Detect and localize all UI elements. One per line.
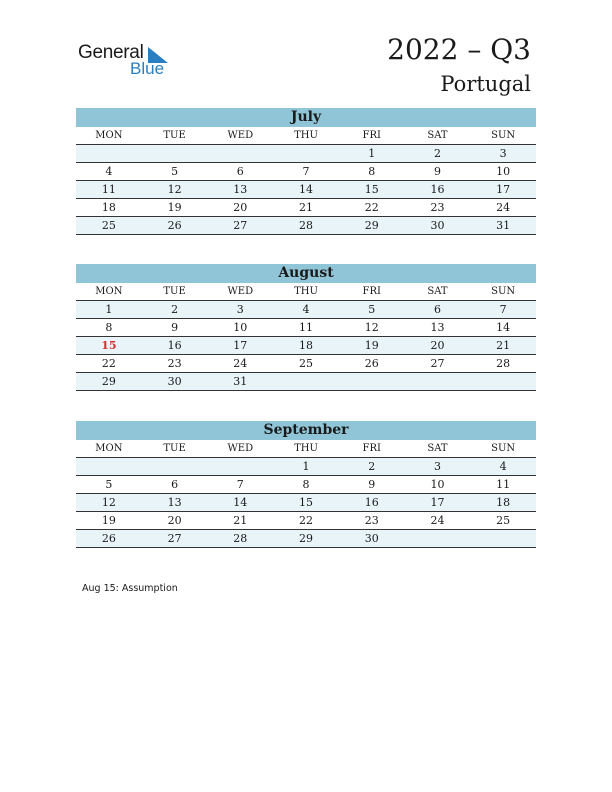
- day-cell: [273, 373, 339, 390]
- weekday-label: TUE: [163, 443, 186, 454]
- day-cell: 23: [364, 514, 379, 527]
- day-cell: 8: [105, 321, 113, 334]
- day-cell: [273, 145, 339, 162]
- day-cell: 15: [364, 183, 379, 196]
- weekday-label: MON: [95, 286, 123, 297]
- weekday-label: SAT: [427, 130, 448, 141]
- holiday-day-cell: 15: [101, 339, 117, 352]
- day-cell: 23: [430, 201, 445, 214]
- month-calendar-august: [76, 264, 536, 391]
- day-cell: 29: [364, 219, 379, 232]
- week-row: [76, 181, 536, 199]
- weekday-label: THU: [294, 286, 318, 297]
- week-row: [76, 163, 536, 181]
- day-cell: 25: [101, 219, 116, 232]
- week-row: [76, 494, 536, 512]
- country-name: Portugal: [440, 72, 531, 96]
- day-cell: 3: [499, 147, 507, 160]
- day-cell: 18: [299, 339, 314, 352]
- day-cell: 10: [430, 478, 445, 491]
- day-cell: 2: [171, 303, 179, 316]
- day-cell: 27: [430, 357, 445, 370]
- weekday-label: TUE: [163, 286, 186, 297]
- week-row: [76, 476, 536, 494]
- day-cell: 7: [236, 478, 244, 491]
- day-cell: [76, 145, 142, 162]
- month-header: July: [76, 108, 536, 127]
- day-cell: 14: [233, 496, 248, 509]
- day-cell: 21: [299, 201, 314, 214]
- day-cell: 24: [496, 201, 511, 214]
- weekday-label: MON: [95, 443, 123, 454]
- day-cell: 9: [368, 478, 376, 491]
- week-row: [76, 458, 536, 476]
- day-cell: 20: [167, 514, 182, 527]
- logo-text-general: General: [78, 42, 144, 63]
- day-cell: 25: [299, 357, 314, 370]
- day-cell: [470, 530, 536, 547]
- day-cell: [142, 145, 208, 162]
- day-cell: 1: [302, 460, 310, 473]
- day-cell: 4: [302, 303, 310, 316]
- day-cell: 18: [496, 496, 511, 509]
- day-cell: 18: [101, 201, 116, 214]
- day-cell: [405, 530, 471, 547]
- day-cell: 5: [105, 478, 113, 491]
- day-cell: 12: [101, 496, 116, 509]
- day-cell: 22: [299, 514, 314, 527]
- day-cell: 24: [233, 357, 248, 370]
- day-cell: 26: [364, 357, 379, 370]
- day-cell: [207, 145, 273, 162]
- weekday-label: SUN: [491, 130, 516, 141]
- weekday-header-row: [76, 127, 536, 145]
- holiday-note: Aug 15: Assumption: [82, 583, 178, 594]
- day-cell: [470, 373, 536, 390]
- day-cell: 1: [105, 303, 113, 316]
- day-cell: 2: [433, 147, 441, 160]
- day-cell: 16: [364, 496, 379, 509]
- week-row: [76, 319, 536, 337]
- day-cell: 28: [233, 532, 248, 545]
- weekday-label: WED: [227, 286, 254, 297]
- day-cell: 7: [302, 165, 310, 178]
- day-cell: 20: [233, 201, 248, 214]
- day-cell: 9: [171, 321, 179, 334]
- day-cell: 21: [233, 514, 248, 527]
- weekday-label: SAT: [427, 443, 448, 454]
- weekday-label: THU: [294, 130, 318, 141]
- day-cell: 14: [496, 321, 511, 334]
- day-cell: 21: [496, 339, 511, 352]
- day-cell: 28: [496, 357, 511, 370]
- day-cell: 8: [368, 165, 376, 178]
- day-cell: 11: [299, 321, 314, 334]
- day-cell: 17: [496, 183, 511, 196]
- day-cell: 17: [430, 496, 445, 509]
- day-cell: 27: [167, 532, 182, 545]
- day-cell: 19: [364, 339, 379, 352]
- week-row: [76, 373, 536, 391]
- weekday-label: SUN: [491, 443, 516, 454]
- week-row: [76, 512, 536, 530]
- weekday-label: SUN: [491, 286, 516, 297]
- day-cell: 22: [101, 357, 116, 370]
- day-cell: 29: [101, 375, 116, 388]
- day-cell: 15: [299, 496, 314, 509]
- day-cell: 13: [167, 496, 182, 509]
- weekday-label: THU: [294, 443, 318, 454]
- day-cell: 30: [167, 375, 182, 388]
- day-cell: 10: [233, 321, 248, 334]
- day-cell: 27: [233, 219, 248, 232]
- day-cell: 26: [167, 219, 182, 232]
- day-cell: 31: [496, 219, 511, 232]
- week-row: [76, 301, 536, 319]
- week-row: [76, 217, 536, 235]
- day-cell: 11: [101, 183, 116, 196]
- day-cell: 12: [364, 321, 379, 334]
- day-cell: 29: [299, 532, 314, 545]
- day-cell: 12: [167, 183, 182, 196]
- day-cell: 28: [299, 219, 314, 232]
- day-cell: 25: [496, 514, 511, 527]
- day-cell: [76, 458, 142, 475]
- weekday-label: WED: [227, 443, 254, 454]
- day-cell: 31: [233, 375, 248, 388]
- weekday-label: FRI: [362, 286, 381, 297]
- day-cell: 11: [496, 478, 511, 491]
- day-cell: 2: [368, 460, 376, 473]
- week-row: [76, 199, 536, 217]
- day-cell: 24: [430, 514, 445, 527]
- day-cell: 10: [496, 165, 511, 178]
- logo-text-blue: Blue: [130, 59, 165, 78]
- day-cell: 17: [233, 339, 248, 352]
- day-cell: [339, 373, 405, 390]
- week-row: [76, 337, 536, 355]
- day-cell: 7: [499, 303, 507, 316]
- day-cell: 6: [171, 478, 179, 491]
- weekday-header-row: [76, 283, 536, 301]
- day-cell: 5: [368, 303, 376, 316]
- day-cell: 4: [105, 165, 113, 178]
- day-cell: 30: [364, 532, 379, 545]
- day-cell: 30: [430, 219, 445, 232]
- day-cell: 13: [430, 321, 445, 334]
- weekday-header-row: [76, 440, 536, 458]
- day-cell: 3: [236, 303, 244, 316]
- day-cell: 16: [430, 183, 445, 196]
- day-cell: [207, 458, 273, 475]
- day-cell: 20: [430, 339, 445, 352]
- day-cell: 6: [236, 165, 244, 178]
- month-calendar-september: [76, 421, 536, 548]
- day-cell: 3: [433, 460, 441, 473]
- day-cell: 14: [299, 183, 314, 196]
- day-cell: 19: [167, 201, 182, 214]
- month-header: August: [76, 264, 536, 283]
- day-cell: 26: [101, 532, 116, 545]
- weekday-label: FRI: [362, 130, 381, 141]
- day-cell: 5: [171, 165, 179, 178]
- day-cell: 9: [433, 165, 441, 178]
- day-cell: 8: [302, 478, 310, 491]
- week-row: [76, 530, 536, 548]
- weekday-label: FRI: [362, 443, 381, 454]
- day-cell: 19: [101, 514, 116, 527]
- day-cell: 22: [364, 201, 379, 214]
- weekday-label: WED: [227, 130, 254, 141]
- day-cell: 23: [167, 357, 182, 370]
- day-cell: 6: [433, 303, 441, 316]
- day-cell: 4: [499, 460, 507, 473]
- month-header: September: [76, 421, 536, 440]
- day-cell: [142, 458, 208, 475]
- week-row: [76, 355, 536, 373]
- month-calendar-july: [76, 108, 536, 235]
- page-title: 2022 – Q3: [387, 33, 531, 66]
- day-cell: 1: [368, 147, 376, 160]
- week-row: [76, 145, 536, 163]
- weekday-label: MON: [95, 130, 123, 141]
- day-cell: 16: [167, 339, 182, 352]
- logo: [78, 42, 178, 82]
- weekday-label: SAT: [427, 286, 448, 297]
- weekday-label: TUE: [163, 130, 186, 141]
- day-cell: [405, 373, 471, 390]
- day-cell: 13: [233, 183, 248, 196]
